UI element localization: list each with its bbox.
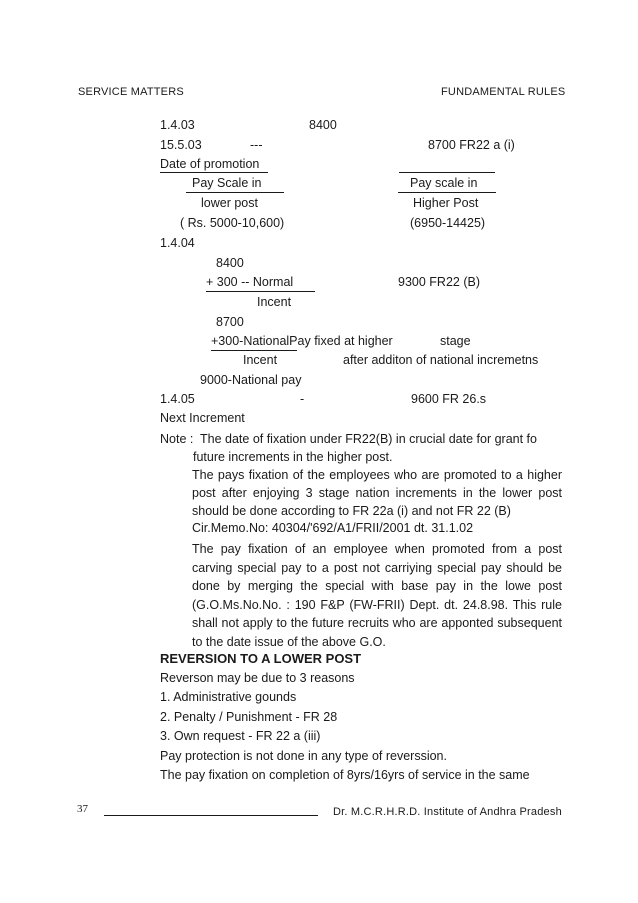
calc-300-national: +300-NationalPay fixed at higher	[211, 334, 393, 348]
date-of-promotion: Date of promotion	[160, 157, 260, 171]
note-line-1: The date of fixation under FR22(B) in crucial date for grant fo	[200, 432, 537, 446]
row-amount-1: 8400	[309, 118, 337, 132]
reversion-line-3: 2. Penalty / Punishment - FR 28	[160, 710, 338, 724]
row-date-3: 1.4.04	[160, 236, 195, 250]
calc-8700: 8700	[216, 315, 244, 329]
running-header-right: FUNDAMENTAL RULES	[441, 86, 566, 98]
reversion-line-1: Reverson may be due to 3 reasons	[160, 671, 355, 685]
page-number: 37	[77, 803, 88, 815]
rule-above-higher	[399, 172, 495, 173]
reversion-line-6: The pay fixation on completion of 8yrs/16yrs of service in the same	[160, 768, 530, 782]
row-date-4: 1.4.05	[160, 392, 195, 406]
calc-9300: 9300 FR22 (B)	[398, 275, 480, 289]
pay-scale-higher-range: (6950-14425)	[410, 216, 486, 230]
calc-after-addition: after additon of national incremetns	[343, 353, 539, 367]
calc-stage: stage	[440, 334, 471, 348]
rule-national	[211, 350, 297, 351]
row-dash-2: ---	[250, 138, 263, 152]
note-label: Note :	[160, 432, 194, 446]
note-paragraph-3: The pay fixation of an employee when promoted from a post carving special pay to a post not carriying special pay should be done by merging the special with base pay in the lowe post (G.O.Ms.No.No. : 190 F&P (FW-FRII) Dept. dt. 24.8.98. This rule shall not apply to the future recruits who are apponted subsequent to the date issue of the above G.O.	[192, 542, 562, 649]
pay-scale-lower-post: lower post	[201, 196, 258, 210]
footer-institute: Dr. M.C.R.H.R.D. Institute of Andhra Pradesh	[333, 806, 562, 818]
next-increment: Next Increment	[160, 411, 245, 425]
pay-scale-lower-label: Pay Scale in	[186, 176, 284, 193]
section-heading-reversion: REVERSION TO A LOWER POST	[160, 651, 362, 666]
row-dash-4: -	[300, 392, 305, 406]
note-line-2: future increments in the higher post.	[193, 450, 393, 464]
calc-incent-2: Incent	[243, 353, 278, 367]
calc-incent-1: Incent	[257, 295, 292, 309]
calc-9000: 9000-National pay	[200, 373, 302, 387]
running-header-left: SERVICE MATTERS	[78, 86, 184, 98]
footer-rule	[104, 815, 318, 816]
row-date-1: 1.4.03	[160, 118, 195, 132]
rule-above-lower	[160, 172, 268, 173]
pay-scale-higher-post: Higher Post	[413, 196, 479, 210]
reversion-line-2: 1. Administrative gounds	[160, 690, 297, 704]
reversion-line-5: Pay protection is not done in any type of reverssion.	[160, 749, 447, 763]
pay-scale-lower-range: ( Rs. 5000-10,600)	[180, 216, 285, 230]
calc-300-normal: + 300 -- Normal	[206, 275, 315, 292]
reversion-line-4: 3. Own request - FR 22 a (iii)	[160, 729, 321, 743]
circular-memo: Cir.Memo.No: 40304/'692/A1/FRII/2001 dt. 31.1.02	[192, 521, 474, 535]
row-date-2: 15.5.03	[160, 138, 202, 152]
row-result-4: 9600 FR 26.s	[411, 392, 487, 406]
calc-8400: 8400	[216, 256, 244, 270]
pay-scale-higher-label: Pay scale in	[398, 176, 496, 193]
note-paragraph-2: The pays fixation of the employees who are promoted to a higher post after enjoying 3 stage nation increments in the lower post should be done according to FR 22a (i) and not FR 22 (B)	[192, 468, 562, 518]
row-result-2: 8700 FR22 a (i)	[428, 138, 515, 152]
